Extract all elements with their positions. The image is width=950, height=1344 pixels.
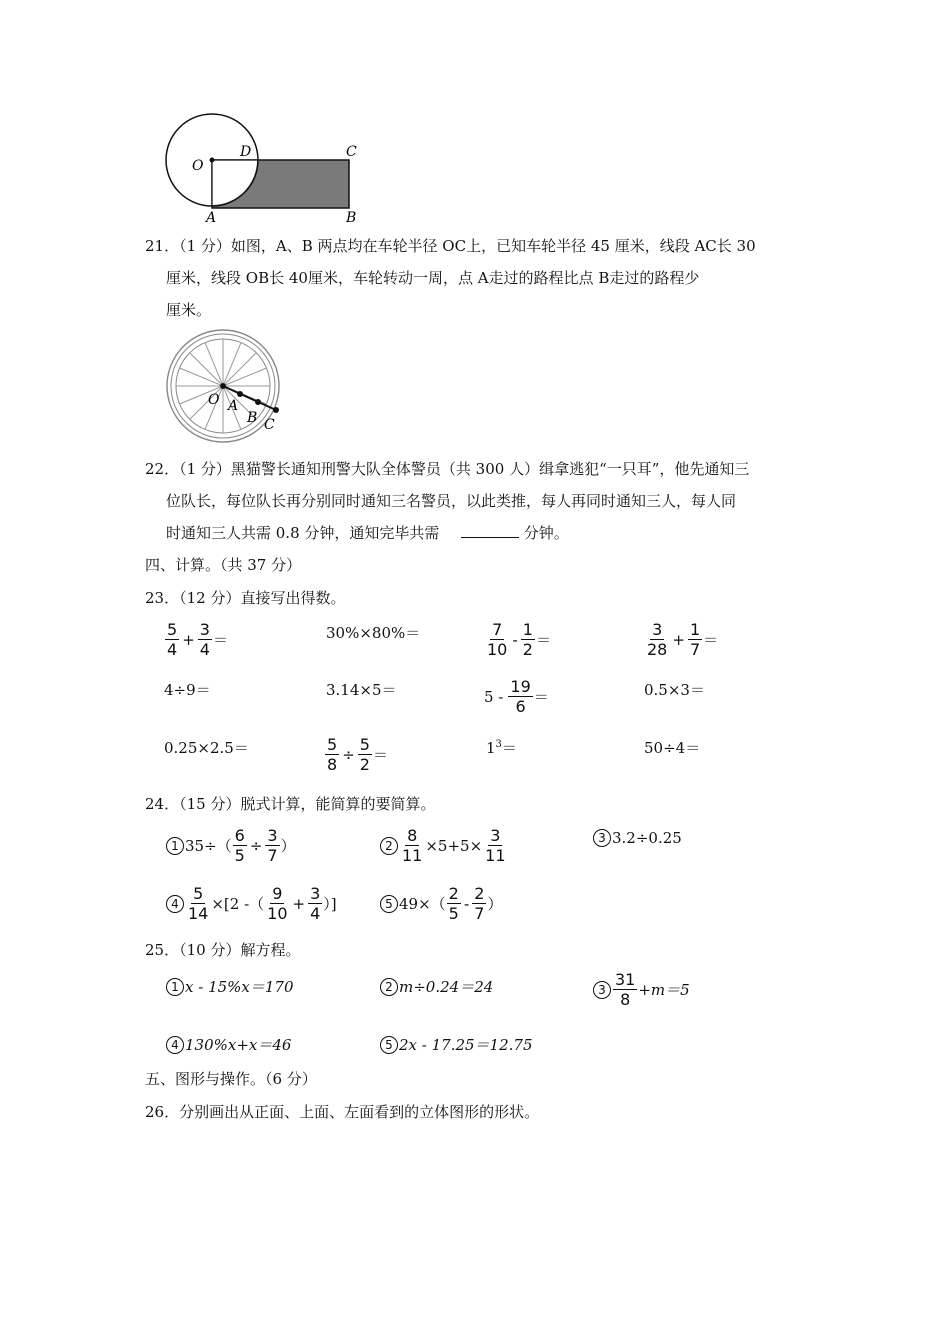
q24-problem-5: 5 49×（ $\frac{2}{5}$ - $\frac{2}{7}$ ） xyxy=(380,884,502,923)
q24-problem-2: 2 $\frac{8}{11}$ ×5+5× $\frac{3}{11}$ xyxy=(380,826,509,865)
q24-problem-4: 4 $\frac{5}{14}$ ×[2 -（ $\frac{9}{10}$ + $\frac{3}{4}$ ）] xyxy=(166,884,337,923)
q23-expr-7: 5 - $\frac{19}{6}$ ＝ xyxy=(484,677,549,716)
q23-expr-6: 3.14×5＝ xyxy=(326,681,397,699)
q25-problem-3: 3 $\frac{31}{8}$ +m＝5 xyxy=(593,970,690,1009)
label-c: C xyxy=(346,144,357,160)
q24-problem-3: 3 3.2÷0.25 xyxy=(593,829,682,847)
label-a: A xyxy=(206,210,217,226)
q22-line-3-text: 时通知三人共需 0.8 分钟，通知完毕共需 xyxy=(166,524,440,542)
q25-title: 25．（10 分）解方程。 xyxy=(145,941,301,959)
q23-expr-9: 0.25×2.5＝ xyxy=(164,739,249,757)
q22-line-1: 22．（1 分）黑猫警长通知刑警大队全体警员（共 300 人）缉拿逃犯“一只耳”，他先通知三 xyxy=(145,460,750,478)
q21-line-1: 21．（1 分）如图，A、B 两点均在车轮半径 OC上，已知车轮半径 45 厘米，线段 AC长 30 xyxy=(145,237,756,255)
q22-line-3-unit: 分钟。 xyxy=(523,524,569,542)
q26-text: 26．分别画出从正面、上面、左面看到的立体图形的形状。 xyxy=(145,1103,540,1121)
section-5-heading: 五、图形与操作。（6 分） xyxy=(145,1070,317,1088)
circled-number-2: 2 xyxy=(380,837,398,855)
q23-expr-8: 0.5×3＝ xyxy=(644,681,705,699)
q23-expr-2: 30%×80%＝ xyxy=(326,624,421,642)
point-a xyxy=(237,391,243,397)
circled-number-4: 4 xyxy=(166,895,184,913)
q23-expr-11: 1 $^3$ ＝ xyxy=(486,738,517,757)
q25-problem-1: 1 x - 15%x＝170 xyxy=(166,976,294,997)
q24-problem-1: 1 35÷（ $\frac{6}{5}$ ÷ $\frac{3}{7}$ ） xyxy=(166,826,296,865)
circle-rectangle-figure xyxy=(160,108,370,226)
answer-blank[interactable] xyxy=(461,523,519,538)
point-o xyxy=(220,383,226,389)
q22-line-2: 位队长，每位队长再分别同时通知三名警员，以此类推，每人再同时通知三人，每人同 xyxy=(166,492,737,510)
wheel-label-a: A xyxy=(228,398,239,414)
circled-number-5: 5 xyxy=(380,895,398,913)
q25-problem-4: 4 130%x+x＝46 xyxy=(166,1034,291,1055)
wheel-label-c: C xyxy=(264,417,275,433)
q25-problem-2: 2 m÷0.24＝24 xyxy=(380,976,493,997)
wheel-figure xyxy=(160,328,290,448)
point-b xyxy=(255,399,261,405)
q23-expr-5: 4÷9＝ xyxy=(164,681,211,699)
q23-expr-10: $\frac{5}{8}$ ÷ $\frac{5}{2}$ ＝ xyxy=(327,735,388,774)
label-o: O xyxy=(192,158,204,174)
wheel-label-o: O xyxy=(208,392,220,408)
q23-expr-12: 50÷4＝ xyxy=(644,739,701,757)
section-4-heading: 四、计算。（共 37 分） xyxy=(145,556,302,574)
circled-number-5: 5 xyxy=(380,1036,398,1054)
label-d: D xyxy=(240,144,252,160)
q23-expr-4: $\frac{3}{28}$ + $\frac{1}{7}$ ＝ xyxy=(647,620,719,659)
circled-number-3: 3 xyxy=(593,829,611,847)
q21-line-2: 厘米，线段 OB长 40厘米，车轮转动一周，点 A走过的路程比点 B走过的路程少 xyxy=(166,269,700,287)
circled-number-1: 1 xyxy=(166,978,184,996)
q23-expr-3: $\frac{7}{10}$ - $\frac{1}{2}$ ＝ xyxy=(487,620,551,659)
q22-line-3 xyxy=(166,523,569,543)
point-c xyxy=(273,407,279,413)
circled-number-1: 1 xyxy=(166,837,184,855)
circled-number-4: 4 xyxy=(166,1036,184,1054)
circled-number-3: 3 xyxy=(593,981,611,999)
circled-number-2: 2 xyxy=(380,978,398,996)
q23-expr-1: $\frac{5}{4}$ + $\frac{3}{4}$ ＝ xyxy=(167,620,228,659)
center-dot xyxy=(210,158,215,163)
label-b: B xyxy=(346,210,357,226)
q21-line-3: 厘米。 xyxy=(166,301,212,319)
wheel-label-b: B xyxy=(247,410,258,426)
q25-problem-5: 5 2x - 17.25＝12.75 xyxy=(380,1034,533,1055)
q23-title: 23．（12 分）直接写出得数。 xyxy=(145,589,346,607)
q24-title: 24．（15 分）脱式计算，能简算的要简算。 xyxy=(145,795,436,813)
